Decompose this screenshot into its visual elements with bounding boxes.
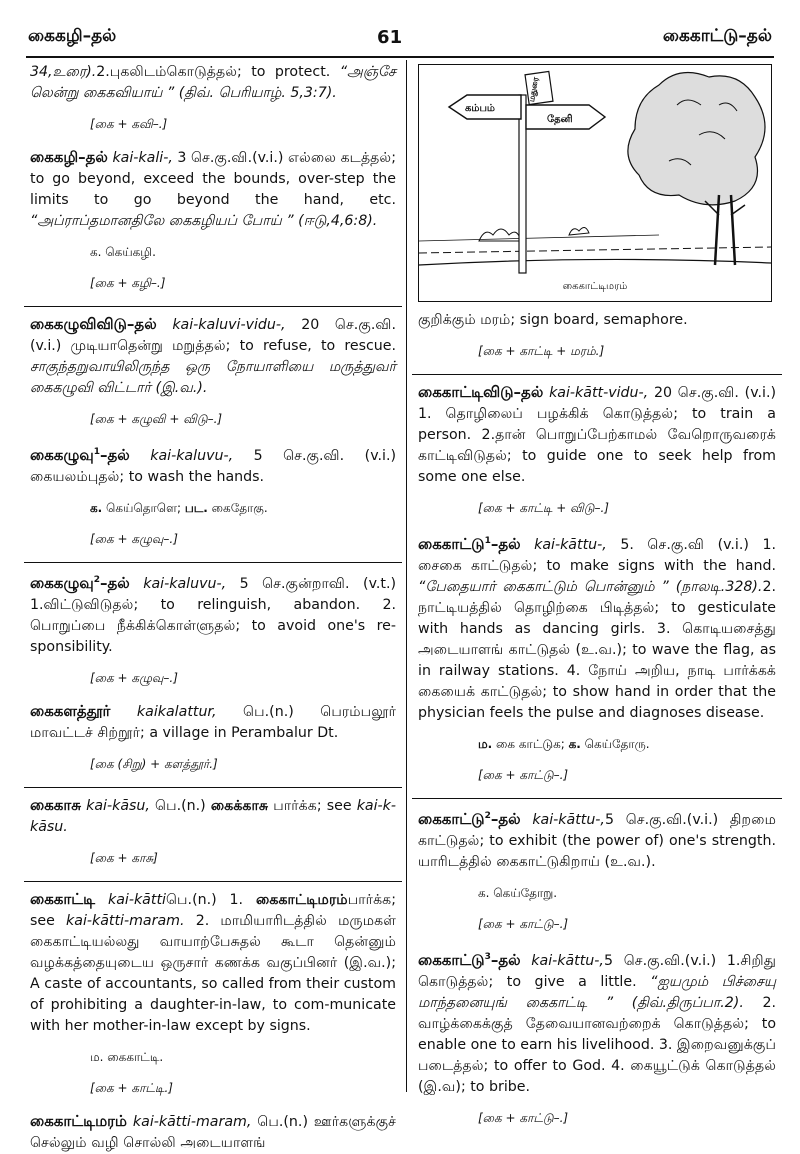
headword: கைகாட்டு$^2$–தல் — [418, 810, 521, 828]
entry-divider — [412, 798, 782, 800]
cognates: ம. கைகாட்டி. — [90, 1050, 164, 1064]
definition-text: 2. நாட்டியத்தில் தொழிற்கை பிடித்தல்; to gesticulate with hands as dancing girls. 3. கொடியசைத்து அடையாளங் காட்டுதல் (உ.வ.); to wave the flag, as in railway stations. 4. நோய் அறிய, நாடி பார்க்கக் கையைக் காட்டுதல்; to show hand in order that the physician feels the pulse and diagnoses disease. — [418, 579, 776, 721]
derivation: [கை (சிறு) + களத்தூர்.] — [90, 757, 218, 771]
left-column — [30, 62, 396, 1151]
dictionary-entry — [418, 947, 776, 1098]
transliteration: kai-kāttu-, — [531, 953, 604, 969]
derivation: [கை + காட்டு–.] — [478, 1111, 569, 1125]
column-divider — [406, 60, 407, 1092]
headword: கைகளத்தூர் — [30, 702, 111, 720]
entry-divider — [24, 562, 402, 564]
running-head-left: கைகழி–தல் — [28, 26, 117, 46]
derivation: [கை + காசு] — [90, 851, 158, 865]
derivation: [கை + கழுவு–.] — [90, 532, 178, 546]
usage-example: சாகுந்தறுவாயிலிருந்த ஒரு நோயாளியை மருத்துவர் கைகழுவி விட்டார் (இ.வ.). — [30, 359, 396, 396]
citation-quote: “பேதையார் கைகாட்டும் பொன்னும் ” (நாலடி.328). — [418, 579, 763, 595]
sign-label-right: தேனி — [547, 114, 573, 125]
transliteration: kai-kāsu, — [86, 798, 150, 814]
definition-text: 20 செ.கு.வி. (v.i.) 1. தொழிலைப் பழக்கிக் கொடுத்தல்; to train a person. 2.தான் பொறுப்பேற்காமல் வேறொருவரைக் காட்டிவிடுதல்; to guide one to seek help from some one else. — [418, 385, 776, 485]
dictionary-entry — [30, 1111, 396, 1154]
transliteration: kai-kātt-vidu-, — [549, 385, 649, 401]
cognates: ம. கை காட்டுக; க. கெய்தோரு. — [478, 737, 650, 751]
headword: கைகழுவு$^1$–தல் — [30, 446, 130, 464]
definition-text: 2. வாழ்க்கைக்குத் தேவையானவற்றைக் கொடுத்தல்; to enable one to earn his livelihood. 3. இறைவனுக்குப் படைத்தல்; to offer to God. 4. கையூட்டுக் கொடுத்தல் (இ.வ); to bribe. — [418, 995, 777, 1095]
headword: கைகழி–தல் — [30, 148, 108, 166]
cognates: க. கெய்கழி. — [90, 245, 156, 259]
definition-text: 2. மாமியாரிடத்தில் மருமகள் கைகாட்டியல்லது வாயாற்பேசுதல் கூடா தென்னும் வழக்கத்தையுடைய ஒருசார் கணக்க வகுப்பினர் (இ.வ.); A caste of accountants, so called from their custom of prohibiting a daughter-in-law, to com-municate with her mother-in-law except by signs. — [30, 913, 396, 1034]
definition-text: 5 செ.கு.வி.(v.i.) திறமை காட்டுதல்; to exhibit (the power of) one's strength. யாரிடத்தில் கைகாட்டுகிறாய் (உ.வ.). — [418, 812, 776, 870]
cognates: க. கெய்தோறு. — [478, 886, 558, 900]
dictionary-entry — [418, 806, 776, 873]
derivation: [கை + காட்டு–.] — [478, 768, 569, 782]
derivation: [கை + காட்டி + விடு–.] — [478, 501, 609, 515]
headword: கைகாட்டு$^3$–தல் — [418, 951, 521, 969]
dictionary-entry — [30, 570, 396, 658]
transliteration: kai-kāttu-, — [532, 812, 605, 828]
definition-text: 5. செ.கு.வி (v.i.) 1. சைகை காட்டுதல்; to make signs with the hand. — [418, 537, 776, 574]
derivation: [கை + காட்டி + மரம்.] — [478, 344, 605, 358]
entry-divider — [24, 787, 402, 789]
derivation: [கை + கவி–.] — [90, 117, 168, 131]
cross-reference: கைகாட்டிமரம் — [255, 892, 348, 908]
signpost-illustration — [418, 64, 772, 302]
dictionary-entry — [418, 382, 776, 488]
definition-text: பெ.(n.) பெரம்பலூர் மாவட்டச் சிற்றூர்; a village in Perambalur Dt. — [30, 704, 396, 741]
cross-reference: கைக்காசு — [210, 798, 269, 814]
derivation: [கை + கழி–.] — [90, 276, 166, 290]
definition-text: 20 செ.கு.வி. (v.i.) முடியாதென்று மறுத்தல்; to refuse, to rescue. — [30, 317, 396, 354]
dictionary-entry — [30, 701, 396, 744]
transliteration: kai-kali-, — [112, 150, 173, 166]
sign-label-left: கம்பம் — [465, 103, 495, 114]
headword: கைகாட்டிவிடு–தல் — [418, 383, 544, 401]
entry-divider — [24, 881, 402, 883]
transliteration: kai-kāttu-, — [534, 537, 607, 553]
tree-icon — [628, 73, 765, 266]
definition-text: 5 செ.கு.வி. (v.i.) கையலம்புதல்; to wash the hands. — [30, 448, 396, 485]
definition-text: 3 செ.கு.வி.(v.i.) எல்லை கடத்தல்; to go beyond, exceed the bounds, over-step the limits to go beyond the hand, etc. — [30, 150, 396, 208]
derivation: [கை + காட்டு–.] — [478, 917, 569, 931]
page-header — [28, 22, 772, 52]
headword: கைகாசு — [30, 796, 82, 814]
citation-quote: “அஞ்சே லென்று கைகவியாய் ” (திவ். பெரியாழ். 5,3:7). — [30, 64, 396, 101]
figure-caption: கைகாட்டிமரம் — [562, 281, 628, 292]
derivation: [கை + காட்டி.] — [90, 1081, 173, 1095]
continued-entry — [30, 62, 396, 104]
headword: கைகாட்டி — [30, 890, 96, 908]
transliteration: kai-kātti — [108, 892, 166, 908]
dictionary-entry — [30, 442, 396, 488]
continued-entry — [418, 310, 776, 331]
page-number: 61 — [377, 26, 403, 48]
derivation: [கை + கழுவு–.] — [90, 671, 178, 685]
headword: கைகாட்டிமரம் — [30, 1112, 127, 1130]
headword: கைகழுவு$^2$–தல் — [30, 574, 130, 592]
headword: கைகழுவிவிடு–தல் — [30, 315, 157, 333]
citation: 34,உரை). — [30, 64, 97, 80]
dictionary-entry — [30, 314, 396, 399]
entry-divider — [24, 306, 402, 308]
right-column — [418, 62, 776, 1141]
definition-text: 5 செ.கு.வி.(v.i.) 1.சிறிது கொடுத்தல்; to give a little. — [418, 953, 776, 990]
header-rule — [26, 56, 774, 58]
transliteration: kai-kaluvu-, — [143, 576, 227, 592]
definition-text: குறிக்கும் மரம்; sign board, semaphore. — [418, 312, 688, 328]
derivation: [கை + கழுவி + விடு–.] — [90, 412, 223, 426]
sign-label-top: மதுரை — [526, 76, 541, 103]
dictionary-entry: கைகாட்டி kai-kāttiபெ.(n.) 1. கைகாட்டிமரம்பார்க்க; see kai-kātti-maram. 2. மாமியாரிடத்தில் மருமகள் கைகாட்டியல்லது வாயாற்பேசுதல் கூடா தென்னும் வழக்கத்தையுடைய ஒருசார் கணக்க வகுப்பினர் (இ.வ.); A caste of accountants, so called from their custom of prohibiting a daughter-in-law, to com-municate with her mother-in-law except by signs. — [30, 890, 396, 1034]
cognates: க. கெய்தொளெ; பட. கைதோகு. — [90, 501, 268, 515]
transliteration: kai-kaluvi-vidu-, — [172, 317, 286, 333]
entry-divider — [412, 374, 782, 376]
definition-text: பெ.(n.) ஊர்களுக்குச் செல்லும் வழி சொல்லி அடையாளங் — [30, 1114, 396, 1151]
transliteration: kai-kaluvu-, — [150, 448, 234, 464]
dictionary-entry — [418, 531, 776, 724]
see-also: kai-kātti-maram. — [66, 913, 185, 929]
definition-text: 5 செ.குன்றாவி. (v.t.) 1.விட்டுவிடுதல்; to relinguish, abandon. 2. பொறுப்பை நீக்கிக்கொள்ளுதல்; to avoid one's re-sponsibility. — [30, 576, 396, 655]
running-head-right: கைகாட்டு–தல் — [662, 26, 772, 46]
see-also: kai-k-kāsu. — [30, 798, 396, 835]
transliteration: kaikalattur, — [136, 704, 217, 720]
headword: கைகாட்டு$^1$–தல் — [418, 535, 521, 553]
dictionary-entry — [30, 147, 396, 232]
citation-quote: “அப்ராப்தமானதிலே கைகழியப் போய் ” (ஈடு,4,6:8). — [30, 213, 378, 229]
citation-quote: “ஐயமும் பிச்சையு மாந்தனையுங் கைகாட்டி ” (திவ்.திருப்பா.2). — [418, 974, 776, 1011]
transliteration: kai-kātti-maram, — [132, 1114, 252, 1130]
definition-text: 2.புகலிடம்கொடுத்தல்; to protect. — [96, 64, 340, 80]
dictionary-entry: கைகாசு kai-kāsu, பெ.(n.) கைக்காசு பார்க்க; see kai-k-kāsu. — [30, 796, 396, 835]
